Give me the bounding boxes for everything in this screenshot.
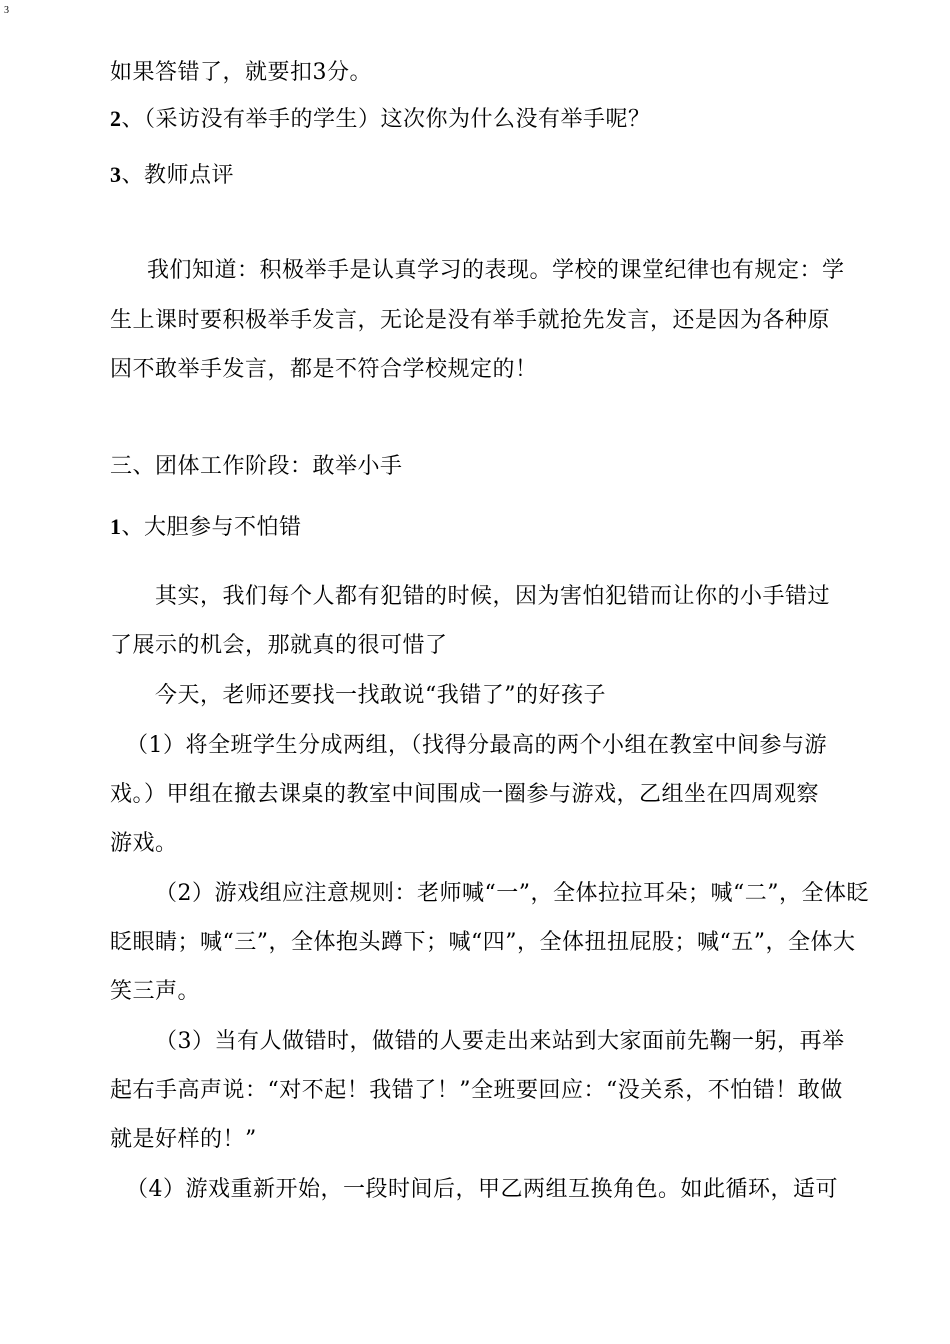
list-item-text: 、（采访没有举手的学生）这次你为什么没有举手呢？ — [121, 107, 651, 132]
step-4-line: （4）游戏重新开始，一段时间后，甲乙两组互换角色。如此循环，适可 — [126, 1177, 838, 1202]
list-item-number: 2 — [110, 106, 122, 131]
section-heading: 三、团体工作阶段：敢举小手 — [110, 454, 403, 479]
list-item-number: 3 — [110, 162, 122, 187]
list-item-text: 、教师点评 — [121, 163, 235, 188]
step-1-line: 游戏。 — [110, 831, 178, 856]
paragraph-line: 今天，老师还要找一找敢说“我错了”的好孩子 — [155, 683, 606, 708]
paragraph-line: 生上课时要积极举手发言，无论是没有举手就抢先发言，还是因为各种原 — [110, 308, 831, 333]
step-1-line: 戏。）甲组在撤去课桌的教室中间围成一圈参与游戏，乙组坐在四周观察 — [110, 782, 820, 807]
list-item-2 — [110, 106, 651, 133]
sub-heading-number: 1 — [110, 514, 122, 539]
sub-heading-1 — [110, 514, 302, 541]
step-3-line: 起右手高声说：“对不起！我错了！”全班要回应：“没关系，不怕错！敢做 — [110, 1078, 843, 1103]
paragraph-line: 因不敢举手发言，都是不符合学校规定的！ — [110, 357, 538, 382]
step-3-line: 就是好样的！” — [110, 1127, 257, 1152]
step-2-line: （2）游戏组应注意规则：老师喊“一”，全体拉拉耳朵；喊“二”，全体眨 — [155, 881, 869, 906]
text-line-deduct-points: 如果答错了，就要扣3分。 — [110, 60, 372, 85]
step-2-line: 笑三声。 — [110, 979, 201, 1004]
step-1-line: （1）将全班学生分成两组，（找得分最高的两个小组在教室中间参与游 — [126, 733, 827, 758]
sub-heading-text: 、大胆参与不怕错 — [121, 515, 302, 540]
step-3-line: （3）当有人做错时，做错的人要走出来站到大家面前先鞠一躬，再举 — [155, 1029, 845, 1054]
paragraph-line: 我们知道：积极举手是认真学习的表现。学校的课堂纪律也有规定：学 — [147, 258, 845, 283]
list-item-3 — [110, 162, 234, 189]
paragraph-line: 了展示的机会，那就真的很可惜了 — [110, 633, 448, 658]
step-2-line: 眨眼睛；喊“三”，全体抱头蹲下；喊“四”，全体扭扭屁股；喊“五”，全体大 — [110, 930, 856, 955]
paragraph-line: 其实，我们每个人都有犯错的时候，因为害怕犯错而让你的小手错过 — [155, 584, 831, 609]
page-number: 3 — [4, 5, 9, 16]
